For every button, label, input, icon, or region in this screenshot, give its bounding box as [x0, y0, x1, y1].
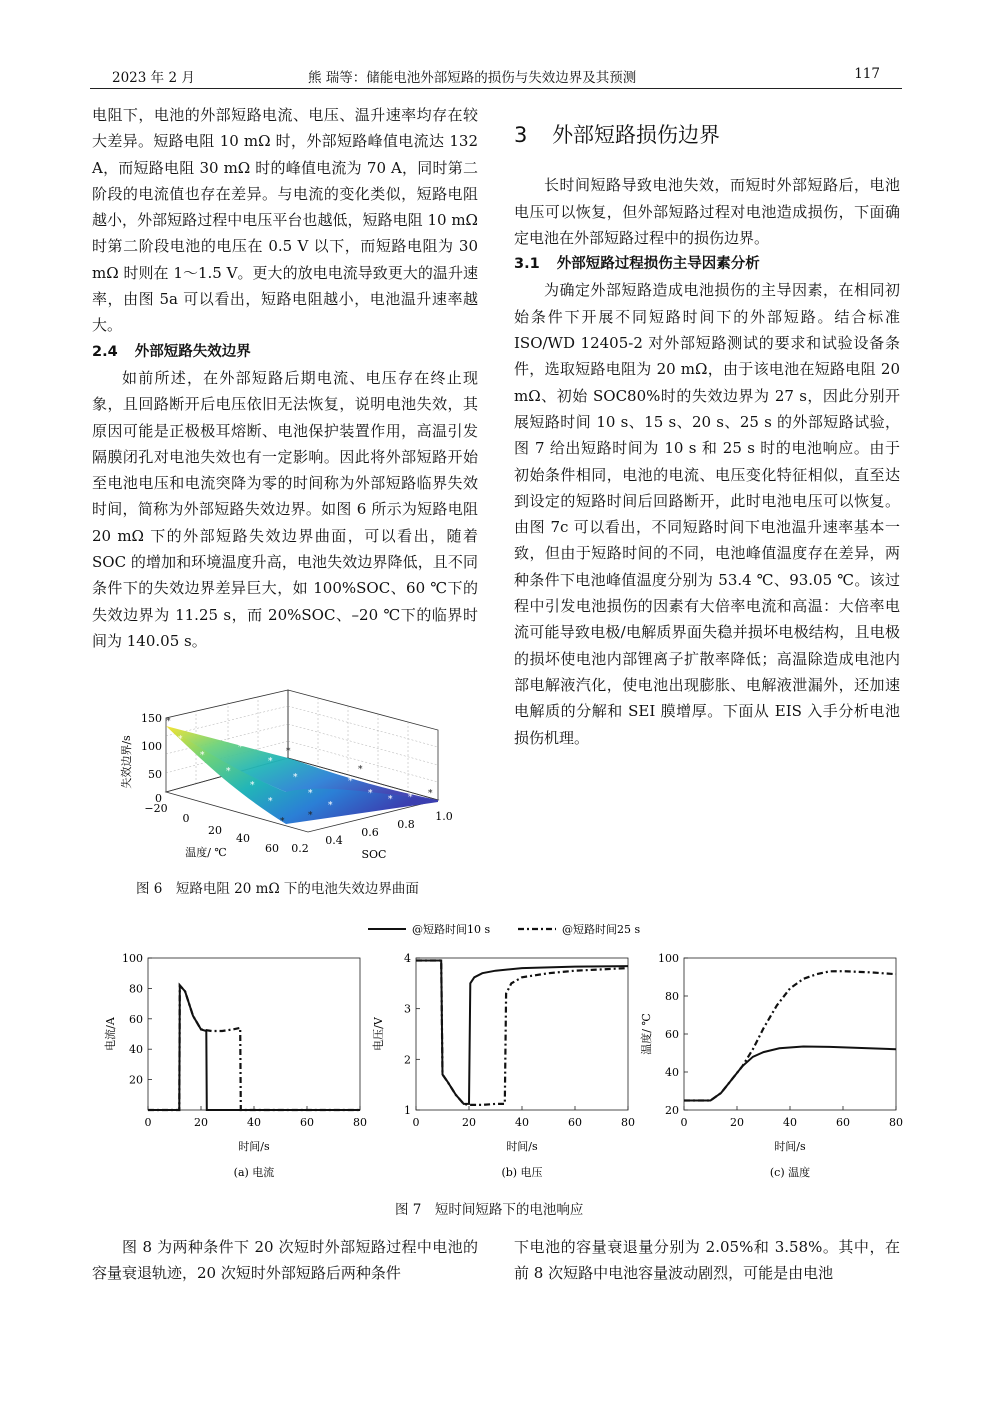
svg-text:*: * [200, 751, 205, 761]
header-page-number: 117 [854, 66, 880, 82]
x-axis-label: 时间/s [774, 1140, 806, 1153]
chapter-title: 外部短路损伤边界 [552, 123, 721, 147]
left-column [92, 102, 478, 654]
subplot-title: (c) 温度 [769, 1166, 811, 1179]
x-tick: 40 [236, 832, 250, 845]
y-tick: 1.0 [435, 810, 453, 823]
svg-text:*: * [166, 717, 171, 727]
y-axis-label: 温度/ ℃ [640, 1013, 653, 1055]
y-tick-label: 80 [665, 990, 679, 1003]
y-axis-label: 电压/V [372, 1017, 385, 1051]
x-tick-label: 20 [730, 1116, 744, 1129]
y-axis-label: SOC [361, 848, 387, 861]
y-axis-label: 电流/A [104, 1017, 117, 1051]
header-title: 熊 瑞等：储能电池外部短路的损伤与失效边界及其预测 [308, 70, 637, 86]
x-tick: 20 [208, 824, 222, 837]
right-paragraph-1: 长时间短路导致电池失效，而短时外部短路后，电池电压可以恢复，但外部短路过程对电池造成损伤，下面确定电池在外部短路过程中的损伤边界。 [514, 176, 900, 247]
y-tick-label: 3 [404, 1002, 411, 1016]
y-tick-label: 4 [404, 952, 411, 965]
y-tick-label: 60 [129, 1012, 143, 1026]
svg-text:*: * [286, 747, 291, 757]
chapter-3-heading [514, 122, 900, 148]
right-paragraph-2: 为确定外部短路造成电池损伤的主导因素，在相同初始条件下开展不同短路时间下的外部短路。结合标准 ISO/WD 12405-2 对外部短路测试的要求和试验设备条件，选取短路电阻为 20 mΩ，由于该电池在短路电阻 20 mΩ、初始 SOC80%时的失效边界为 27 s，因此分别开展短路时间 10 s、15 s、20 s、25 s 的外部短路试验，图 7 给出短路时间为 10 s 和 25 s 时的电池响应。由于初始条件相同，电池的电流、电压变化特征相似，直至达到设定的短路时间后回路断开，此时电池电压可以恢复。由图 7c 可以看出，不同短路时间下电池温升速率基本一致，但由于短路时间的不同，电池峰值温度存在差异，两种条件下电池峰值温度分别为 53.4 ℃、93.05 ℃。该过程中引发电池损伤的因素有大倍率电流和高温：大倍率电流可能导致电极/电解质界面失稳并损坏电极结构，且电极的损坏使电池内部锂离子扩散率降低；高温除造成电池内部电解液汽化，使电池出现膨胀、电解液泄漏外，还加速电解质的分解和 SEI 膜增厚。下面从 EIS 入手分析电池损伤机理。 [514, 281, 900, 747]
legend-label: @短路时间25 s [562, 923, 641, 936]
y-tick-label: 20 [129, 1073, 143, 1087]
figure-6-caption: 图 6 短路电阻 20 mΩ 下的电池失效边界曲面 [136, 881, 419, 897]
section-number: 3.1 [514, 256, 540, 273]
plot-frame [416, 958, 628, 1110]
x-tick-label: 40 [783, 1116, 797, 1129]
figure-6-surface-plot [108, 684, 468, 864]
left-paragraph-2: 如前所述，在外部短路后期电流、电压存在终止现象，且回路断开后电压依旧无法恢复，说明电池失效，其原因可能是正极极耳熔断、电池保护装置作用，高温引发隔膜闭孔对电池失效也有一定影响。因此将外部短路开始至电池电压和电流突降为零的时间称为外部短路临界失效时间，简称为外部短路失效边界。如图 6 所示为短路电阻 20 mΩ 下的外部短路失效边界曲面，可以看出，随着 SOC 的增加和环境温度升高，电池失效边界降低，且不同条件下的失效边界差异巨大，如 100%SOC、60 ℃下的失效边界为 11.25 s，而 20%SOC、–20 ℃下的临界时间为 140.05 s。 [92, 368, 478, 650]
svg-text:*: * [226, 767, 231, 777]
plot-voltage [371, 952, 635, 1179]
figure-7-plots [100, 944, 903, 1186]
y-tick-label: 80 [129, 982, 143, 996]
y-tick-label: 100 [122, 952, 143, 965]
y-tick: 0.8 [397, 818, 415, 831]
svg-text:*: * [250, 781, 255, 791]
x-tick-label: 80 [353, 1116, 367, 1129]
section-2-4-heading [92, 339, 478, 365]
header-date: 2023 年 2 月 [112, 70, 195, 86]
svg-text:*: * [268, 757, 273, 767]
y-tick-label: 60 [665, 1028, 679, 1041]
running-header [90, 62, 902, 89]
x-tick-label: 80 [621, 1116, 635, 1129]
subplot-title: (a) 电流 [233, 1166, 275, 1179]
x-tick: −20 [144, 802, 168, 815]
x-tick-label: 0 [144, 1116, 152, 1129]
svg-text:*: * [388, 795, 393, 805]
svg-text:*: * [238, 743, 243, 753]
y-tick: 0.6 [361, 826, 379, 839]
y-tick: 0.4 [325, 834, 343, 847]
left-bottom-paragraph: 图 8 为两种条件下 20 次短时外部短路过程中电池的容量衰退轨迹，20 次短时外部短路后两种条件 [92, 1238, 478, 1283]
x-tick-label: 20 [462, 1116, 476, 1129]
z-tick: 100 [141, 740, 162, 753]
z-axis-ticks [141, 712, 162, 805]
svg-text:*: * [428, 789, 433, 799]
figure-7-legend [360, 918, 660, 940]
x-tick-label: 40 [515, 1116, 529, 1129]
legend-label: @短路时间10 s [412, 923, 491, 936]
z-tick: 50 [148, 768, 162, 781]
svg-text:*: * [328, 801, 333, 811]
series-line-10s [684, 1047, 896, 1101]
y-tick-label: 1 [404, 1104, 411, 1117]
x-tick-label: 40 [247, 1116, 261, 1129]
plot-temperature [639, 952, 903, 1179]
svg-text:*: * [308, 811, 313, 821]
right-bottom-paragraph: 下电池的容量衰退量分别为 2.05%和 3.58%。其中，在前 8 次短路中电池容量波动剧烈，可能是由电池 [514, 1238, 900, 1283]
y-tick-label: 100 [658, 952, 679, 965]
section-title: 外部短路过程损伤主导因素分析 [556, 256, 760, 273]
y-tick: 0.2 [291, 842, 309, 855]
x-tick-label: 20 [194, 1116, 208, 1129]
svg-text:*: * [293, 773, 298, 783]
plot-frame [684, 958, 896, 1110]
series-line-25s [416, 961, 628, 1105]
z-axis-label: 失效边界/s [120, 735, 133, 789]
x-tick-label: 0 [412, 1116, 420, 1129]
x-axis-label: 时间/s [238, 1140, 270, 1153]
section-title: 外部短路失效边界 [134, 343, 251, 360]
x-axis-label: 温度/ ℃ [185, 846, 227, 859]
right-bottom-column [514, 1234, 900, 1287]
x-tick-label: 60 [300, 1116, 314, 1129]
x-axis-label: 时间/s [506, 1140, 538, 1153]
svg-text:*: * [408, 793, 413, 803]
y-tick-label: 2 [404, 1053, 411, 1067]
x-tick-label: 60 [836, 1116, 850, 1129]
x-tick-label: 0 [680, 1116, 688, 1129]
z-tick: 150 [141, 712, 162, 725]
section-number: 2.4 [92, 343, 118, 360]
y-tick-label: 40 [129, 1043, 143, 1057]
y-tick-label: 40 [665, 1066, 679, 1079]
subplot-title: (b) 电压 [501, 1166, 543, 1179]
right-column [514, 102, 900, 751]
y-tick-label: 20 [665, 1104, 679, 1117]
chapter-number: 3 [514, 123, 528, 147]
series-line-25s [684, 971, 896, 1100]
x-tick: 0 [182, 812, 190, 825]
z-tick: 0 [155, 792, 162, 805]
svg-text:*: * [178, 735, 183, 745]
section-3-1-heading [514, 251, 900, 277]
figure-7-caption: 图 7 短时间短路下的电池响应 [395, 1202, 584, 1218]
left-bottom-column [92, 1234, 478, 1287]
x-tick-label: 60 [568, 1116, 582, 1129]
x-tick-label: 80 [889, 1116, 903, 1129]
plot-current [103, 952, 367, 1179]
svg-text:*: * [280, 817, 285, 827]
svg-text:*: * [358, 765, 363, 775]
svg-text:*: * [268, 797, 273, 807]
svg-text:*: * [348, 777, 353, 787]
left-paragraph-1: 电阻下，电池的外部短路电流、电压、温升速率均存在较大差异。短路电阻 10 mΩ 时，外部短路峰值电流达 132 A，而短路电阻 30 mΩ 时的峰值电流为 70 A，同时第二阶段的电流值也存在差异。与电流的变化类似，短路电阻越小，外部短路过程中电压平台也越低，短路电阻 10 mΩ 时第二阶段电池的电压在 0.5 V 以下，而短路电阻为 30 mΩ 时则在 1～1.5 V。更大的放电电流导致更大的温升速率，由图 5a 可以看出，短路电阻越小，电池温升速率越大。 [92, 106, 478, 335]
svg-text:*: * [323, 763, 328, 773]
svg-text:*: * [368, 789, 373, 799]
x-tick: 60 [265, 842, 279, 855]
series-line-10s [416, 961, 628, 1104]
svg-text:*: * [308, 789, 313, 799]
